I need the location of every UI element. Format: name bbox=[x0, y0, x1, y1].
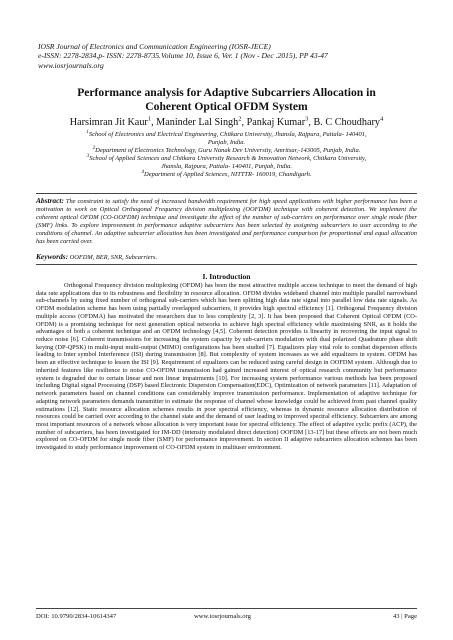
keywords-text: OOFDM, BER, SNR, Subcarriers. bbox=[68, 254, 158, 261]
affiliation-mark: 1 bbox=[86, 129, 89, 135]
affiliation-3-cont: Jhansla, Rajpura, Patiala- 140401, Punjab, India. bbox=[160, 163, 293, 171]
section-heading-introduction: I. Introduction bbox=[202, 272, 251, 281]
author-separator: , bbox=[308, 117, 314, 128]
affiliation-4 bbox=[36, 171, 417, 179]
journal-header bbox=[38, 42, 418, 70]
author-name: Maninder Lal Singh bbox=[156, 117, 239, 128]
author-affiliation-mark: 4 bbox=[380, 115, 384, 123]
author-name: Pankaj Kumar bbox=[246, 117, 306, 128]
keywords bbox=[36, 253, 417, 262]
affiliation-text: Department of Electronics Technology, Guru Nanak Dev University, Amritsar,-143005, Punjab, India. bbox=[95, 147, 361, 155]
abstract-text: The constraint to satisfy the need of increased bandwidth requirement for high speed applications with higher performance has been a motivation to work on Optical Orthogonal Frequency division multiplexing (OOFDM) technique with coherent detection. We implement the coherent optical OFDM (CO-OOFDM) technique and investigate the effect of the number of sub-carriers on performance over single mode fiber (SMF) links. To explore improvement in performance adaptive subcarriers has been selected by assigning subcarriers to user according to the conditions of channel. An adaptive subcarrier allocation has been investigated and performance comparison for proportional and equal allocation has been carried over. bbox=[36, 198, 417, 245]
author-list bbox=[30, 117, 423, 129]
affiliations bbox=[36, 131, 417, 180]
author-separator: , bbox=[151, 117, 157, 128]
paper-title bbox=[45, 86, 408, 113]
author-affiliation-mark: 3 bbox=[305, 115, 309, 123]
abstract-bottom-rule bbox=[36, 264, 417, 265]
abstract-top-rule bbox=[36, 193, 417, 194]
author-affiliation-mark: 2 bbox=[238, 115, 242, 123]
abstract bbox=[36, 197, 417, 245]
affiliation-1-cont: Punjab, India. bbox=[207, 139, 246, 147]
footer-website: www.iosrjournals.org bbox=[194, 613, 251, 620]
journal-website: www.iosrjournals.org bbox=[38, 60, 104, 70]
paper-title-line-2: Coherent Optical OFDM System bbox=[145, 99, 308, 113]
affiliation-1 bbox=[36, 131, 417, 139]
affiliation-text: School of Electronics and Electrical Engineering, Chitkara University, Jhansla, Rajpura, Patiala- 140401, bbox=[88, 131, 367, 138]
footer-doi: DOI: 10.9790/2834-10614347 bbox=[36, 613, 117, 620]
author-name: Harsimran Jit Kaur bbox=[69, 117, 148, 128]
keywords-label: Keywords: bbox=[36, 252, 69, 261]
affiliation-mark: 2 bbox=[92, 146, 96, 152]
affiliation-mark: 4 bbox=[141, 170, 144, 176]
affiliation-mark: 3 bbox=[86, 154, 90, 160]
footer-page-number: 43 | Page bbox=[392, 613, 417, 620]
introduction-body bbox=[36, 282, 417, 452]
paper-title-line-1: Performance analysis for Adaptive Subcarriers Allocation in bbox=[77, 86, 376, 99]
footer-rule bbox=[36, 608, 417, 609]
author-name: B. C Choudhary bbox=[313, 117, 381, 128]
journal-name: IOSR Journal of Electronics and Communication Engineering (IOSR-JECE) bbox=[38, 42, 271, 51]
author-affiliation-mark: 1 bbox=[147, 115, 152, 123]
author-separator: , bbox=[241, 117, 247, 128]
affiliation-text: School of Applied Sciences and Chitkara University Research & Innovation Network, Chitkara University, bbox=[89, 155, 367, 163]
journal-issn-volume: e-ISSN: 2278-2834,p- ISSN: 2278-8735.Volume 10, Issue 6, Ver. 1 (Nov - Dec .2015), PP 43-47 bbox=[38, 51, 328, 61]
affiliation-3 bbox=[36, 155, 417, 163]
abstract-label: Abstract: bbox=[36, 196, 64, 205]
affiliation-text: Department of Applied Sciences, NITTTR- 160019, Chandigarh. bbox=[144, 171, 312, 179]
body-paragraph: Orthogonal Frequency division multiplexing (OFDM) has been the most attractive multiple access technique to meet the demand of high data rate applications due to its robustness and flexibility in resource allocation. OFDM divides wideband channel into multiple parallel narrowband sub-channels by using fixed number of orthogonal sub-carriers which has been splitting high data rate signal into parallel low data rate signals. As OFDM modulation scheme has been using partially overlapped subcarriers, it provides high spectral efficiency [1]. Orthogonal Frequency division multiple access (OFDMA) has motivated the researchers due to less complexity [2, 3]. It has been proposed that Coherent Optical OFDM (CO-OFDM) is a promising technique for next generation optical networks to achieve high spectral efficiency while maximising SNR, as it holds the advantages of both a coherent technique and an OFDM technology [4,5]. Coherent detection provides is linearity in recovering the input signal to reduce noise [6]. Coherent transmissions for increasing the system capacity by sub-carriers modulation with dual polarized Quadrature phase shift keying (DP-QPSK) in multi-input multi-output (MIMO) configurations has been studied [7]. Equalizers play vital role to combat dispersion effects leading to Inter symbol Interference (ISI) during transmission [8]. But complexity of system increases as we add equalizers in system. OFDM has been an effective technique to lessen the ISI [9]. Requirement of equalizers can be reduced using careful design in OOFDM system. Although due to inherited features like resilience to noise CO-OFDM transmission had gained increased interest of optical research community but performance system is degraded due to certain linear and non linear impairments [10]. For increasing system performance various methods has been proposed including Digital signal Processing (DSP) based Electronic Dispersion Compensation(EDC), Optimization of network parameters [11]. Adaptation of network parameters based on channel conditions can considerably improve transmission performance. Implementation of adaptive technique for adapting network parameters demands transmitter to estimate the response of channel whose knowledge could be achieved from past channel quality estimations [12]. Static resource allocation schemes results in poor spectral efficiency, whereas in dynamic resource allocation distribution of resources could be carried over according to the channel state and the demand of user leading to improved spectral efficiency. Subcarriers are among most important resources of a network whose allocation is very important issue for spectral efficiency. The effect of adaptive cyclic prefix (ACP), the number of subcarriers, has been investigated for IM-DD (intensity modulated direct detection) OOFDM [13-17] but these effects are not been much explored on CO-OFDM for single mode fiber (SMF) for performance improvement. In section II adaptive subcarriers allocation schemes has been investigated to study performance improvement of CO-OFDM system in multiuser environment. bbox=[36, 282, 417, 452]
